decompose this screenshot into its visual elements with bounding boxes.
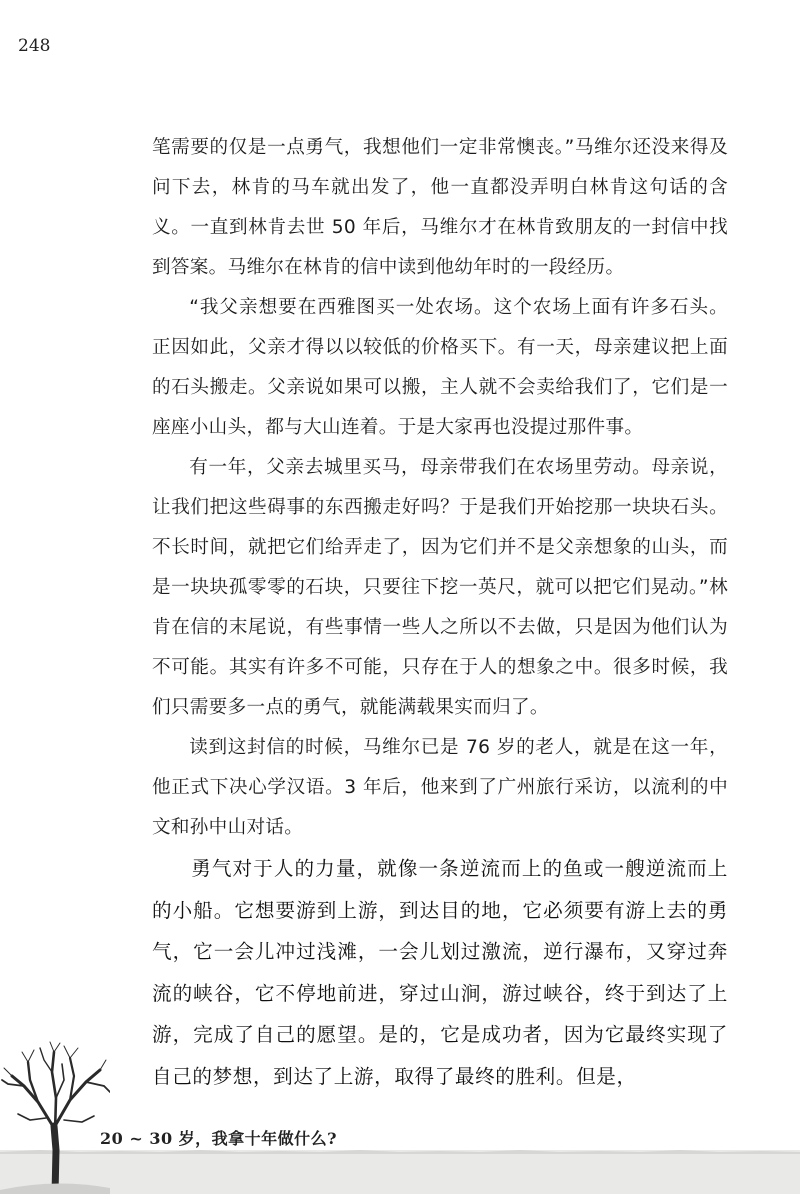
- bare-tree-icon: [0, 1040, 110, 1194]
- page-number: 248: [18, 36, 51, 56]
- paragraph-5: 勇气对于人的力量，就像一条逆流而上的鱼或一艘逆流而上的小船。它想要游到上游，到达目的地，它必须要有游上去的勇气，它一会儿冲过浅滩，一会儿划过激流，逆行瀑布，又穿过奔流的峡谷，它不停地前进，穿过山涧，游过峡谷，终于到达了上游，完成了自己的愿望。是的，它是成功者，因为它最终实现了自己的梦想，到达了上游，取得了最终的胜利。但是，: [152, 857, 728, 1088]
- footer-band: [0, 1150, 800, 1194]
- paragraph-2: “我父亲想要在西雅图买一处农场。这个农场上面有许多石头。正因如此，父亲才得以以较低的价格买下。有一天，母亲建议把上面的石头搬走。父亲说如果可以搬，主人就不会卖给我们了，它们是一座座小山头，都与大山连着。于是大家再也没提过那件事。: [152, 297, 728, 438]
- body-text-section-1: [152, 128, 728, 848]
- paragraph-3: 有一年，父亲去城里买马，母亲带我们在农场里劳动。母亲说，让我们把这些碍事的东西搬走好吗？于是我们开始挖那一块块石头。不长时间，就把它们给弄走了，因为它们并不是父亲想象的山头，而是一块块孤零零的石块，只要往下挖一英尺，就可以把它们晃动。”林肯在信的末尾说，有些事情一些人之所以不去做，只是因为他们认为不可能。其实有许多不可能，只存在于人的想象之中。很多时候，我们只需要多一点的勇气，就能满载果实而归了。: [152, 457, 728, 718]
- footer-book-title: 20 ~ 30 岁，我拿十年做什么?: [100, 1129, 338, 1148]
- paragraph-4: 读到这封信的时候，马维尔已是 76 岁的老人，就是在这一年，他正式下决心学汉语。3 年后，他来到了广州旅行采访，以流利的中文和孙中山对话。: [152, 737, 728, 838]
- body-text-section-2: [152, 848, 728, 1097]
- paragraph-1: 笔需要的仅是一点勇气，我想他们一定非常懊丧。”马维尔还没来得及问下去，林肯的马车就出发了，他一直都没弄明白林肯这句话的含义。一直到林肯去世 50 年后，马维尔才在林肯致朋友的一封信中找到答案。马维尔在林肯的信中读到他幼年时的一段经历。: [152, 137, 728, 278]
